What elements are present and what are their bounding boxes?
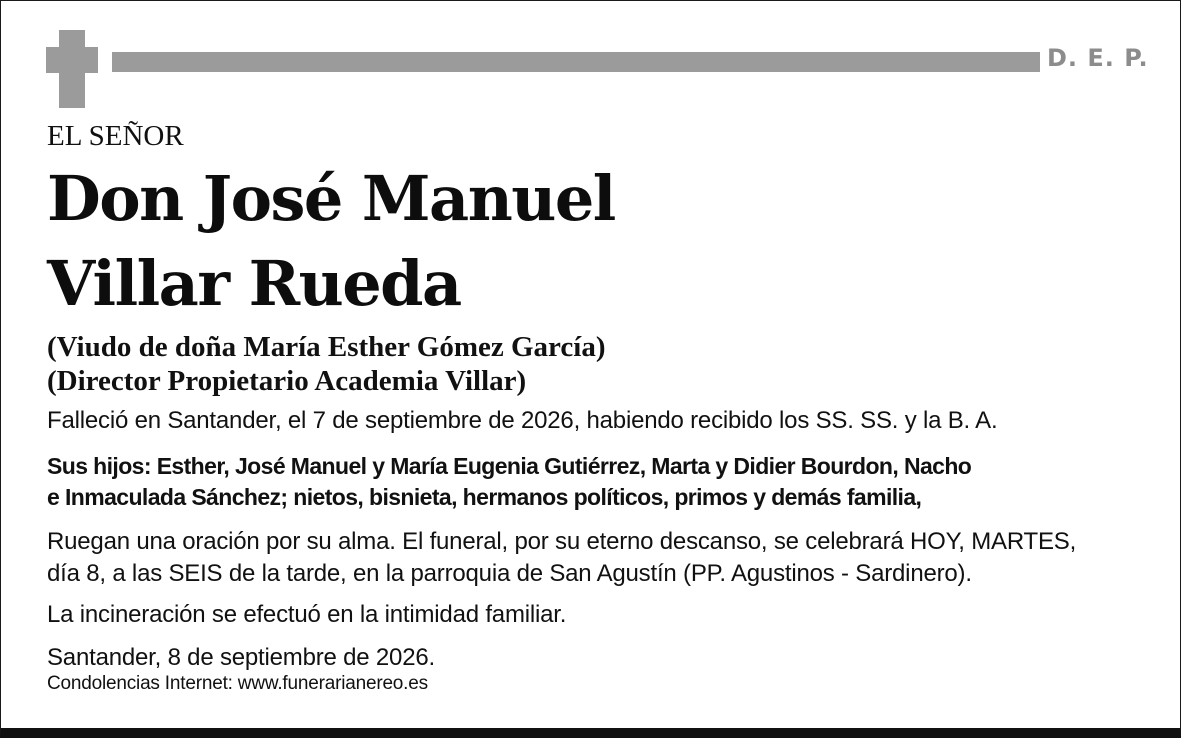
deceased-name-line1: Don José Manuel — [47, 162, 615, 235]
occupation-subtitle: (Director Propietario Academia Villar) — [47, 365, 527, 397]
condolences-link[interactable]: Condolencias Internet: www.funerarianereo.es — [47, 673, 428, 694]
cross-icon-arm — [46, 47, 98, 73]
dep-label: D. E. P. — [1047, 44, 1149, 72]
death-statement: Falleció en Santander, el 7 de septiembre de 2026, habiendo recibido los SS. SS. y la B. A. — [47, 407, 998, 434]
place-date: Santander, 8 de septiembre de 2026. — [47, 644, 435, 671]
title-prefix: EL SEÑOR — [47, 120, 184, 152]
prayer-line-1: Ruegan una oración por su alma. El funeral, por su eterno descanso, se celebrará HOY, MARTES, — [47, 528, 1077, 555]
deceased-name-line2: Villar Rueda — [47, 247, 461, 320]
family-line-1: Sus hijos: Esther, José Manuel y María Eugenia Gutiérrez, Marta y Didier Bourdon, Nacho — [47, 453, 972, 479]
family-line-2: e Inmaculada Sánchez; nietos, bisnieta, hermanos políticos, primos y demás familia, — [47, 484, 922, 510]
prayer-line-2: día 8, a las SEIS de la tarde, en la parroquia de San Agustín (PP. Agustinos - Sardinero). — [47, 560, 972, 587]
cremation-note: La incineración se efectuó en la intimidad familiar. — [47, 601, 567, 628]
header-bar — [112, 52, 1040, 72]
widower-subtitle: (Viudo de doña María Esther Gómez García) — [47, 331, 606, 363]
